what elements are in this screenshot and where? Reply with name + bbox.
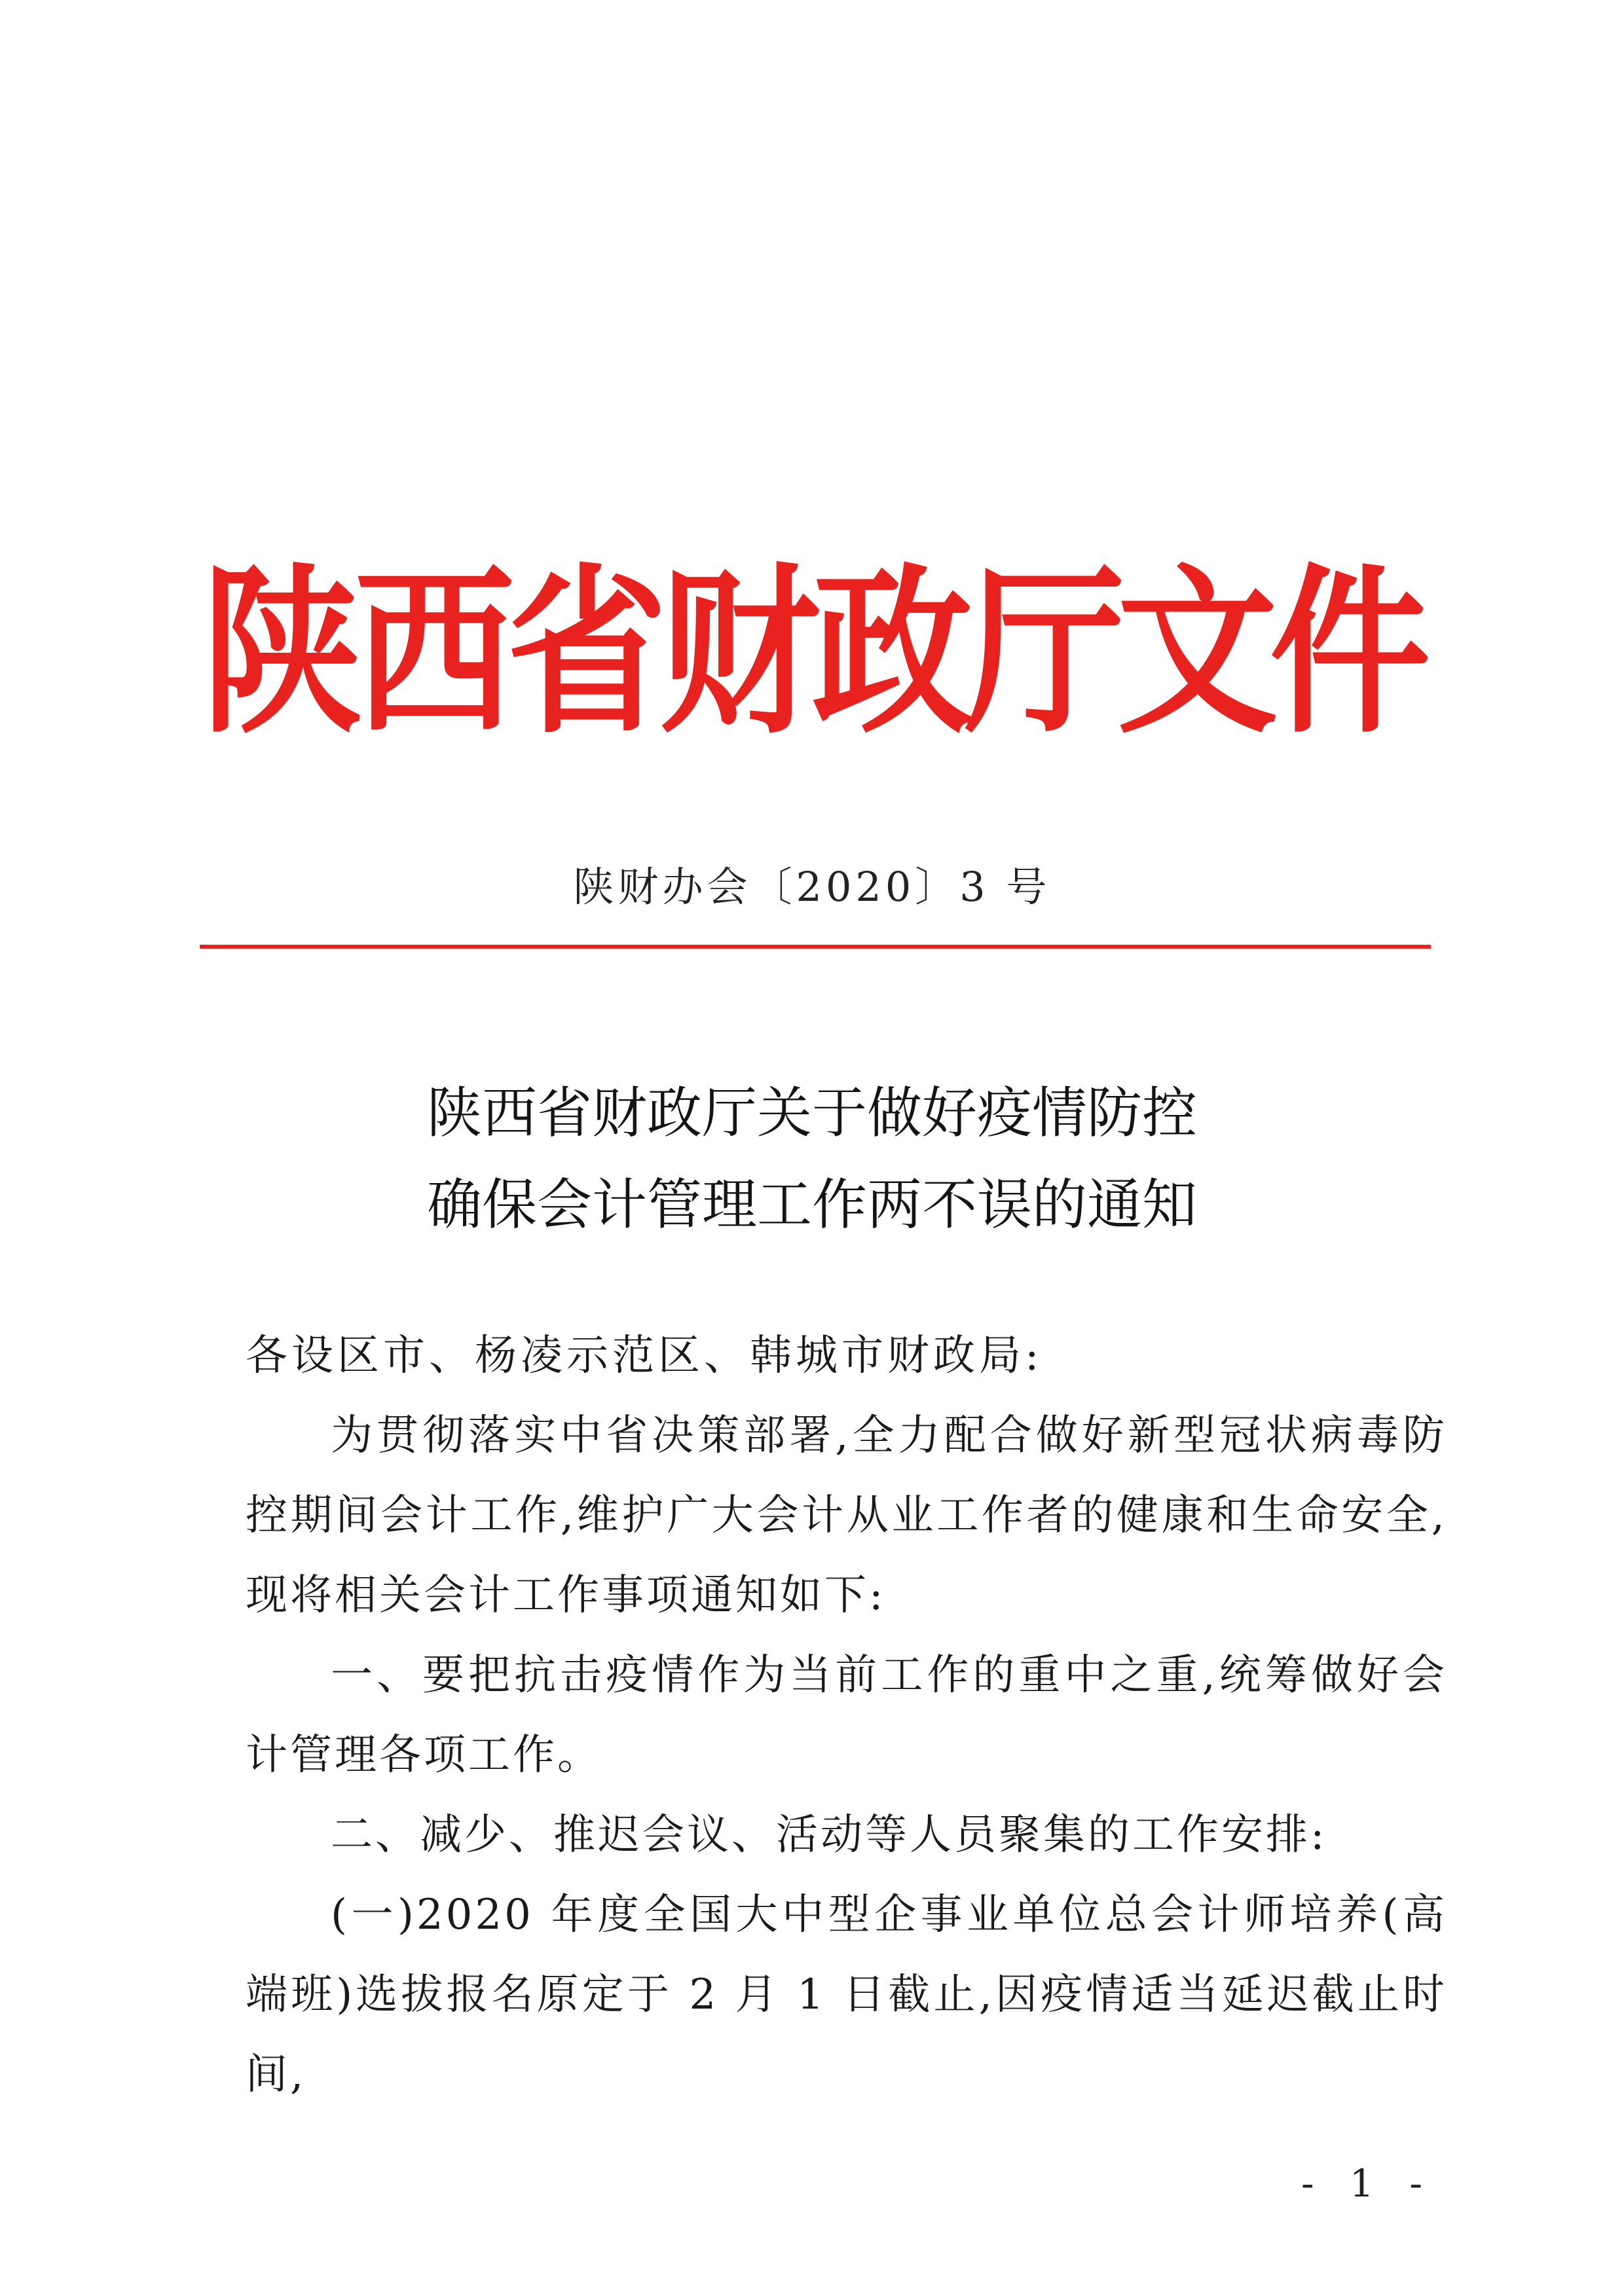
page-number: - 1 - bbox=[1301, 2161, 1434, 2206]
document-body bbox=[246, 1316, 1447, 2115]
document-title-line-2: 确保会计管理工作两不误的通知 bbox=[426, 1173, 1197, 1237]
red-divider-rule bbox=[200, 945, 1431, 949]
salutation: 各设区市、杨凌示范区、韩城市财政局: bbox=[246, 1332, 1043, 1380]
body-paragraph-4: (一)2020 年度全国大中型企事业单位总会计师培养(高端班)选拔报名原定于 2 月 1 日截止,因疫情适当延迟截止时间, bbox=[246, 1891, 1447, 2099]
body-paragraph-1: 为贯彻落实中省决策部署,全力配合做好新型冠状病毒防控期间会计工作,维护广大会计从业工作者的健康和生命安全,现将相关会计工作事项通知如下: bbox=[246, 1412, 1447, 1620]
document-title bbox=[0, 1067, 1624, 1250]
body-paragraph-2: 一、要把抗击疫情作为当前工作的重中之重,统筹做好会计管理各项工作。 bbox=[246, 1651, 1447, 1779]
document-number: 陕财办会〔2020〕3 号 bbox=[573, 863, 1051, 911]
body-paragraph-3: 二、减少、推迟会议、活动等人员聚集的工作安排: bbox=[331, 1811, 1327, 1859]
document-title-line-1: 陕西省财政厅关于做好疫情防控 bbox=[426, 1081, 1197, 1145]
document-masthead: 陕西省财政厅文件 bbox=[202, 548, 1422, 758]
